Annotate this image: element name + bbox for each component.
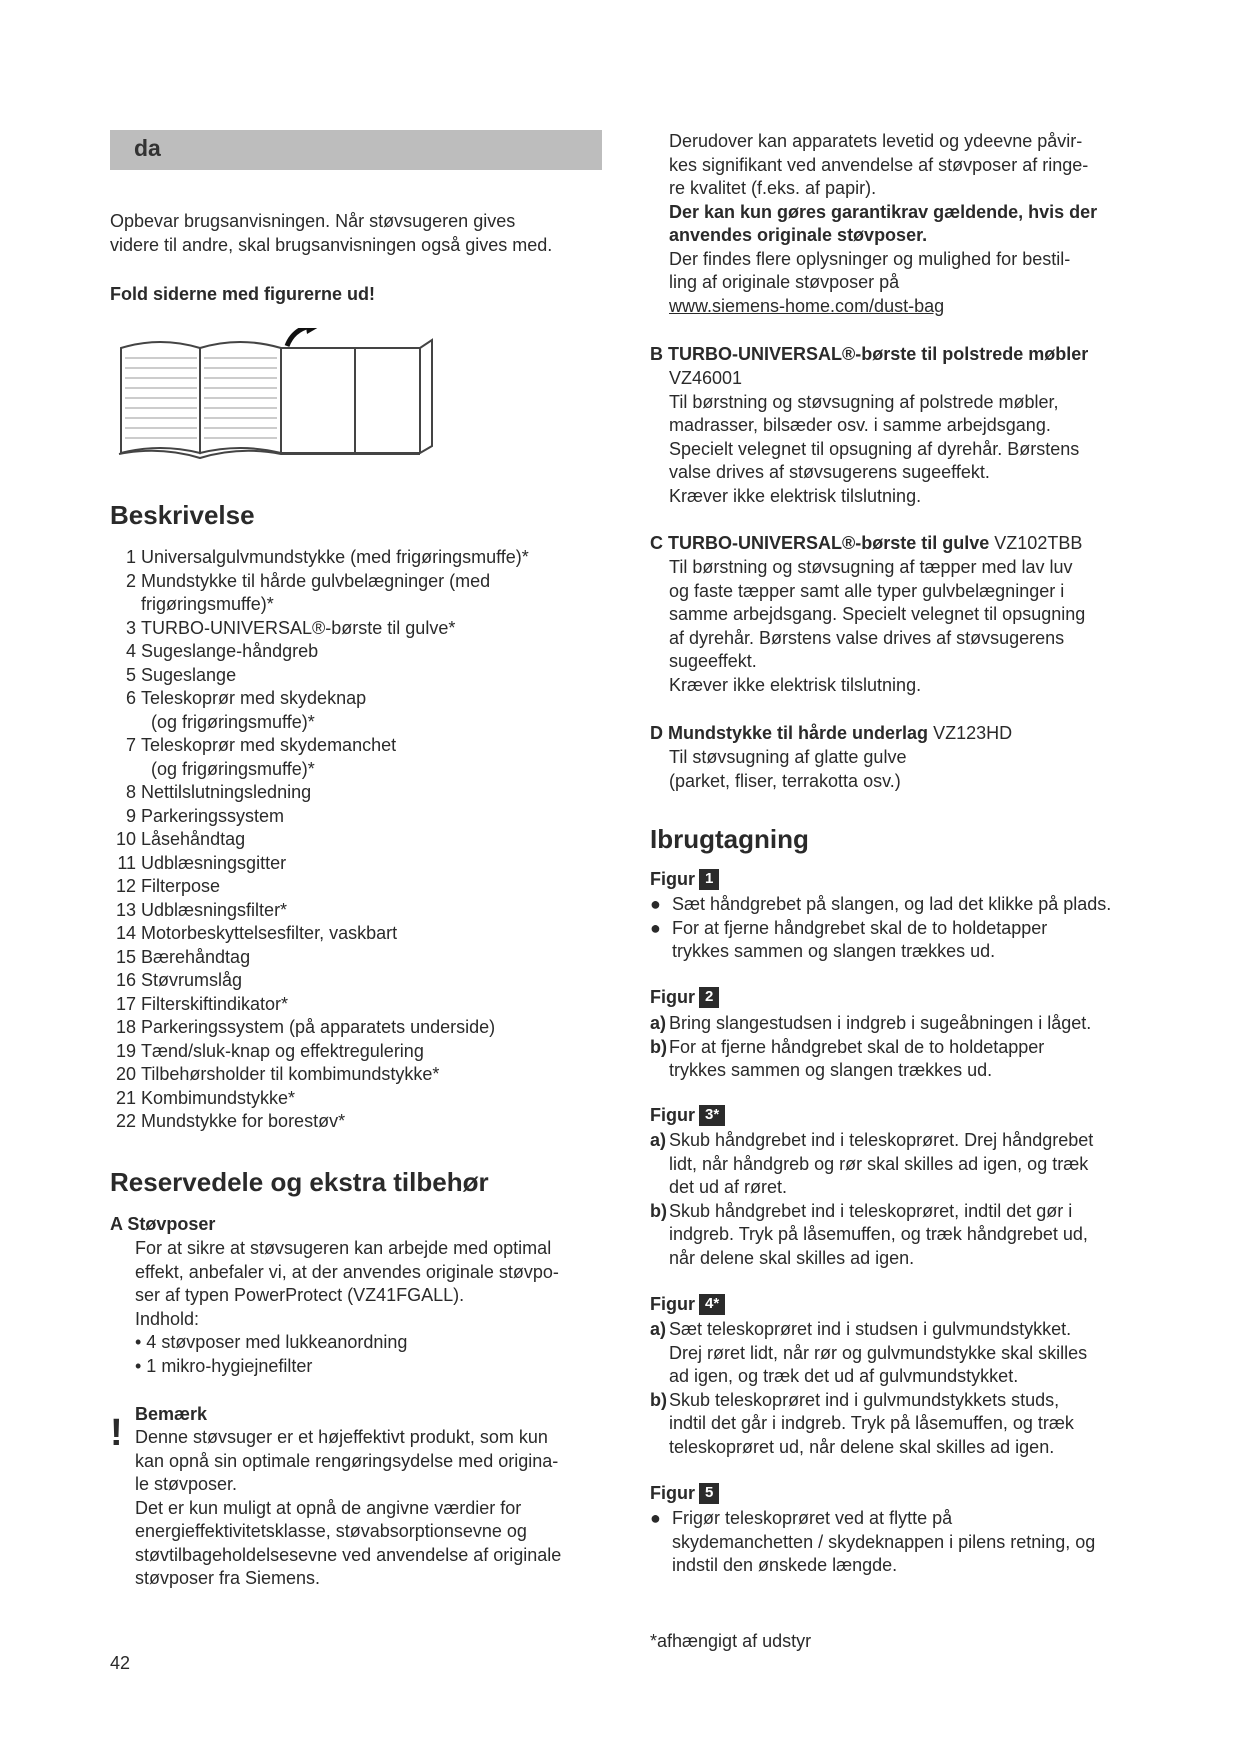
step-text: lidt, når håndgreb og rør skal skilles ad igen, og træk: [669, 1153, 1089, 1174]
fold-instruction: Fold siderne med figurerne ud!: [110, 284, 376, 304]
step-marker: b): [650, 1389, 667, 1410]
description-list: [110, 546, 605, 1134]
text-line: Indhold:: [135, 1308, 200, 1329]
intro-line: videre til andre, skal brugsanvisningen også gives med.: [110, 234, 553, 255]
text-line: anvendes originale støvposer.: [669, 225, 928, 245]
text-line: • 1 mikro-hygiejnefilter: [135, 1355, 313, 1376]
bullet-icon: ●: [650, 917, 661, 938]
description-item-continuation: [110, 593, 605, 617]
text-line: • 4 støvposer med lukkeanordning: [135, 1332, 408, 1352]
step-text: Skub håndgrebet ind i teleskoprøret, indtil det gør i: [669, 1200, 1073, 1221]
figure-word: Figur: [650, 1105, 695, 1125]
step-item: [650, 1012, 1160, 1036]
section-heading-beskrivelse: Beskrivelse: [110, 500, 255, 530]
item-text: Støvrumslåg: [141, 970, 243, 990]
description-item: [110, 1087, 605, 1111]
description-item: [110, 969, 605, 993]
text-line: Der findes flere oplysninger og mulighed for bestil-: [669, 248, 1071, 269]
dust-bag-link[interactable]: www.siemens-home.com/dust-bag: [669, 295, 945, 316]
step-item: [650, 1200, 1160, 1271]
description-item: [110, 617, 605, 641]
item-b-title: B TURBO-UNIVERSAL®-børste til polstrede møbler: [650, 344, 1089, 364]
text-line: kes signifikant ved anvendelse af støvposer af ringe-: [669, 154, 1089, 175]
item-c-code: VZ102TBB: [994, 533, 1083, 553]
description-item: [110, 546, 605, 570]
item-text: Låsehåndtag: [141, 829, 246, 849]
description-item: [110, 922, 605, 946]
step-text: teleskoprøret ud, når delene skal skilles ad igen.: [669, 1436, 1055, 1457]
step-marker: b): [650, 1200, 667, 1221]
item-number: 10: [115, 829, 136, 849]
item-c-text: [669, 556, 1149, 697]
step-text: Frigør teleskoprøret ved at flytte på: [672, 1508, 953, 1528]
text-line: samme arbejdsgang. Specielt velegnet til opsugning: [669, 604, 1086, 624]
figure-3-steps: [650, 1129, 1160, 1270]
text-line: Det er kun muligt at opnå de angivne værdier for: [135, 1497, 522, 1518]
step-text: indtil det går i indgreb. Tryk på låsemuffen, og træk: [669, 1413, 1074, 1433]
figure-badge: 5: [699, 1483, 719, 1504]
description-item: [110, 1110, 605, 1134]
figure-1-label: [650, 868, 719, 892]
description-item: [110, 875, 605, 899]
text-line: og faste tæpper samt alle typer gulvbelægninger i: [669, 580, 1065, 601]
intro-line: Opbevar brugsanvisningen. Når støvsugeren gives: [110, 211, 516, 231]
item-text: Nettilslutningsledning: [141, 782, 312, 802]
text-line: Til børstning og støvsugning af polstrede møbler,: [669, 391, 1059, 412]
item-text: Parkeringssystem (på apparatets underside): [141, 1017, 496, 1037]
item-d-title-row: [650, 722, 1012, 746]
text-line: Derudover kan apparatets levetid og ydeevne påvir-: [669, 131, 1083, 151]
step-text: For at fjerne håndgrebet skal de to holdetapper: [669, 1036, 1045, 1057]
step-text: trykkes sammen og slangen trækkes ud.: [672, 941, 996, 961]
figure-badge: 2: [699, 987, 719, 1008]
figure-5-steps: [650, 1507, 1160, 1578]
item-number: 11: [117, 852, 136, 873]
step-text: når delene skal skilles ad igen.: [669, 1247, 915, 1268]
item-number: 12: [115, 876, 136, 896]
item-text: Sugeslange: [141, 664, 237, 685]
text-line: Kræver ikke elektrisk tilslutning.: [669, 674, 922, 695]
step-text: Sæt håndgrebet på slangen, og lad det klikke på plads.: [672, 894, 1112, 914]
item-number: 2: [125, 570, 136, 591]
step-text: For at fjerne håndgrebet skal de to holdetapper: [672, 917, 1048, 938]
section-heading-ibrugtagning: Ibrugtagning: [650, 824, 809, 854]
page-number: 42: [110, 1653, 131, 1673]
step-text: ad igen, og træk det ud af gulvmundstykket.: [669, 1366, 1019, 1386]
item-number: 1: [125, 547, 136, 567]
bullet-item: [650, 893, 1160, 917]
step-text: indgreb. Tryk på låsemuffen, og træk håndgrebet ud,: [669, 1224, 1088, 1244]
item-number: 19: [115, 1040, 136, 1061]
item-text: Parkeringssystem: [141, 805, 285, 826]
language-header-bar: [110, 130, 602, 170]
step-item: [650, 1036, 1160, 1083]
description-item: [110, 687, 605, 711]
figure-word: Figur: [650, 987, 695, 1007]
text-line: For at sikre at støvsugeren kan arbejde med optimal: [135, 1238, 552, 1258]
step-text: indstil den ønskede længde.: [672, 1555, 898, 1575]
item-number: 7: [125, 735, 136, 755]
step-text: Skub teleskoprøret ind i gulvmundstykkets studs,: [669, 1389, 1060, 1410]
item-number: 17: [115, 993, 136, 1014]
description-item: [110, 828, 605, 852]
intro-text: [110, 210, 552, 257]
figure-badge: 4*: [699, 1294, 725, 1315]
item-b-code: VZ46001: [669, 368, 743, 388]
item-text: TURBO-UNIVERSAL®-børste til gulve*: [141, 617, 456, 638]
description-item: [110, 734, 605, 758]
item-text: Tænd/sluk-knap og effektregulering: [141, 1040, 424, 1061]
step-marker: a): [650, 1130, 667, 1150]
text-line: effekt, anbefaler vi, at der anvendes originale støvpo-: [135, 1261, 559, 1282]
step-text: Sæt teleskoprøret ind i studsen i gulvmundstykket.: [669, 1319, 1072, 1339]
text-line: Kræver ikke elektrisk tilslutning.: [669, 485, 922, 506]
item-number: 22: [115, 1111, 136, 1131]
step-text: Skub håndgrebet ind i teleskoprøret. Drej håndgrebet: [669, 1130, 1094, 1150]
figure-2-steps: [650, 1012, 1160, 1083]
description-item: [110, 899, 605, 923]
text-line: madrasser, bilsæder osv. i samme arbejdsgang.: [669, 415, 1051, 435]
item-text: Udblæsningsgitter: [141, 852, 287, 873]
item-number: 5: [125, 664, 136, 685]
description-item: [110, 1040, 605, 1064]
text-line: Der kan kun gøres garantikrav gældende, hvis der: [669, 201, 1098, 222]
text-line: re kvalitet (f.eks. af papir).: [669, 178, 877, 198]
figure-word: Figur: [650, 1483, 695, 1503]
step-text: Drej røret lidt, når rør og gulvmundstykke skal skilles: [669, 1342, 1088, 1363]
step-text: Bring slangestudsen i indgreb i sugeåbningen i låget.: [669, 1013, 1092, 1033]
description-item: [110, 781, 605, 805]
item-number: 21: [115, 1087, 136, 1108]
figure-badge: 3*: [699, 1105, 725, 1126]
text-line: (parket, fliser, terrakotta osv.): [669, 770, 901, 791]
step-marker: b): [650, 1036, 667, 1057]
item-text: Teleskoprør med skydeknap: [141, 688, 367, 708]
item-number: 18: [115, 1017, 136, 1037]
bullet-item: [650, 1507, 1160, 1578]
text-line: Til børstning og støvsugning af tæpper med lav luv: [669, 557, 1073, 577]
language-code: da: [134, 135, 161, 161]
step-item: [650, 1389, 1160, 1460]
figure-5-label: [650, 1482, 719, 1506]
description-item: [110, 805, 605, 829]
text-line: energieffektivitetsklasse, støvabsorptionsevne og: [135, 1521, 527, 1541]
step-text: trykkes sammen og slangen trækkes ud.: [669, 1060, 993, 1080]
item-text: Teleskoprør med skydemanchet: [141, 735, 397, 755]
figure-4-label: [650, 1293, 725, 1317]
figure-badge: 1: [699, 869, 719, 890]
item-d-text: [669, 746, 1149, 793]
text-line: Til støvsugning af glatte gulve: [669, 747, 907, 767]
figure-word: Figur: [650, 869, 695, 889]
item-number: 20: [115, 1064, 136, 1084]
warning-icon: !: [110, 1412, 123, 1454]
step-marker: a): [650, 1319, 667, 1339]
description-item: [110, 664, 605, 688]
item-text: Mundstykke for borestøv*: [141, 1111, 346, 1131]
description-item: [110, 852, 605, 876]
section-heading-reservedele: Reservedele og ekstra tilbehør: [110, 1167, 489, 1197]
text-line: støvtilbageholdelsesevne ved anvendelse af originale: [135, 1544, 562, 1565]
step-text: det ud af røret.: [669, 1177, 788, 1197]
intro-continuation: [669, 130, 1149, 318]
figure-1-steps: [650, 893, 1160, 964]
item-text: (og frigøringsmuffe)*: [141, 711, 315, 732]
item-text: Universalgulvmundstykke (med frigøringsmuffe)*: [141, 547, 529, 567]
text-line: valse drives af støvsugerens sugeeffekt.: [669, 462, 990, 482]
text-line: le støvposer.: [135, 1474, 238, 1494]
item-number: 9: [125, 805, 136, 826]
step-item: [650, 1129, 1160, 1200]
item-text: (og frigøringsmuffe)*: [141, 758, 315, 779]
description-item: [110, 993, 605, 1017]
text-line: Specielt velegnet til opsugning af dyrehår. Børstens: [669, 438, 1080, 459]
step-item: [650, 1318, 1160, 1389]
item-text: Udblæsningsfilter*: [141, 899, 288, 920]
fold-out-pages-illustration: [115, 328, 445, 463]
figure-word: Figur: [650, 1294, 695, 1314]
item-number: 6: [125, 688, 136, 708]
item-c-title: C TURBO-UNIVERSAL®-børste til gulve: [650, 533, 990, 553]
text-line: sugeeffekt.: [669, 651, 757, 671]
subheading-stovposer: A Støvposer: [110, 1214, 216, 1234]
description-item: [110, 640, 605, 664]
text-line: kan opnå sin optimale rengøringsydelse med origina-: [135, 1450, 559, 1471]
item-text: Sugeslange-håndgreb: [141, 641, 319, 661]
item-c-title-row: [650, 532, 1082, 556]
item-d-title: D Mundstykke til hårde underlag: [650, 723, 929, 743]
item-number: 14: [115, 923, 136, 943]
item-text: Kombimundstykke*: [141, 1087, 296, 1108]
item-number: 4: [125, 641, 136, 661]
bullet-item: [650, 917, 1160, 964]
text-line: af dyrehår. Børstens valse drives af støvsugerens: [669, 627, 1065, 648]
description-item: [110, 570, 605, 594]
item-text: Tilbehørsholder til kombimundstykke*: [141, 1064, 440, 1084]
item-text: frigøringsmuffe)*: [141, 594, 274, 614]
item-number: 3: [125, 617, 136, 638]
description-item-continuation: [110, 758, 605, 782]
item-number: 16: [115, 970, 136, 990]
item-number: 15: [115, 946, 136, 967]
text-line: støvposer fra Siemens.: [135, 1568, 321, 1588]
item-d-code: VZ123HD: [933, 723, 1013, 743]
step-text: skydemanchetten / skydeknappen i pilens retning, og: [672, 1531, 1096, 1552]
figure-2-label: [650, 986, 719, 1010]
item-text: Motorbeskyttelsesfilter, vaskbart: [141, 923, 398, 943]
item-number: 13: [115, 899, 136, 920]
text-line: ling af originale støvposer på: [669, 272, 900, 292]
figure-4-steps: [650, 1318, 1160, 1459]
text-line: Denne støvsuger er et højeffektivt produkt, som kun: [135, 1427, 548, 1447]
text-line: ser af typen PowerProtect (VZ41FGALL).: [135, 1285, 465, 1305]
description-item: [110, 946, 605, 970]
item-b-text: [669, 367, 1149, 508]
footnote: *afhængigt af udstyr: [650, 1631, 812, 1651]
item-text: Mundstykke til hårde gulvbelægninger (med: [141, 570, 491, 591]
step-marker: a): [650, 1013, 667, 1033]
description-item: [110, 1016, 605, 1040]
figure-3-label: [650, 1104, 725, 1128]
bullet-icon: ●: [650, 1508, 661, 1528]
stovposer-text: [135, 1237, 605, 1378]
item-text: Filterpose: [141, 876, 221, 896]
item-text: Bærehåndtag: [141, 946, 251, 967]
bullet-icon: ●: [650, 894, 661, 914]
note-text: [135, 1426, 605, 1591]
item-number: 8: [125, 782, 136, 802]
note-title: Bemærk: [135, 1404, 208, 1424]
item-text: Filterskiftindikator*: [141, 993, 289, 1014]
description-item: [110, 1063, 605, 1087]
description-item-continuation: [110, 711, 605, 735]
